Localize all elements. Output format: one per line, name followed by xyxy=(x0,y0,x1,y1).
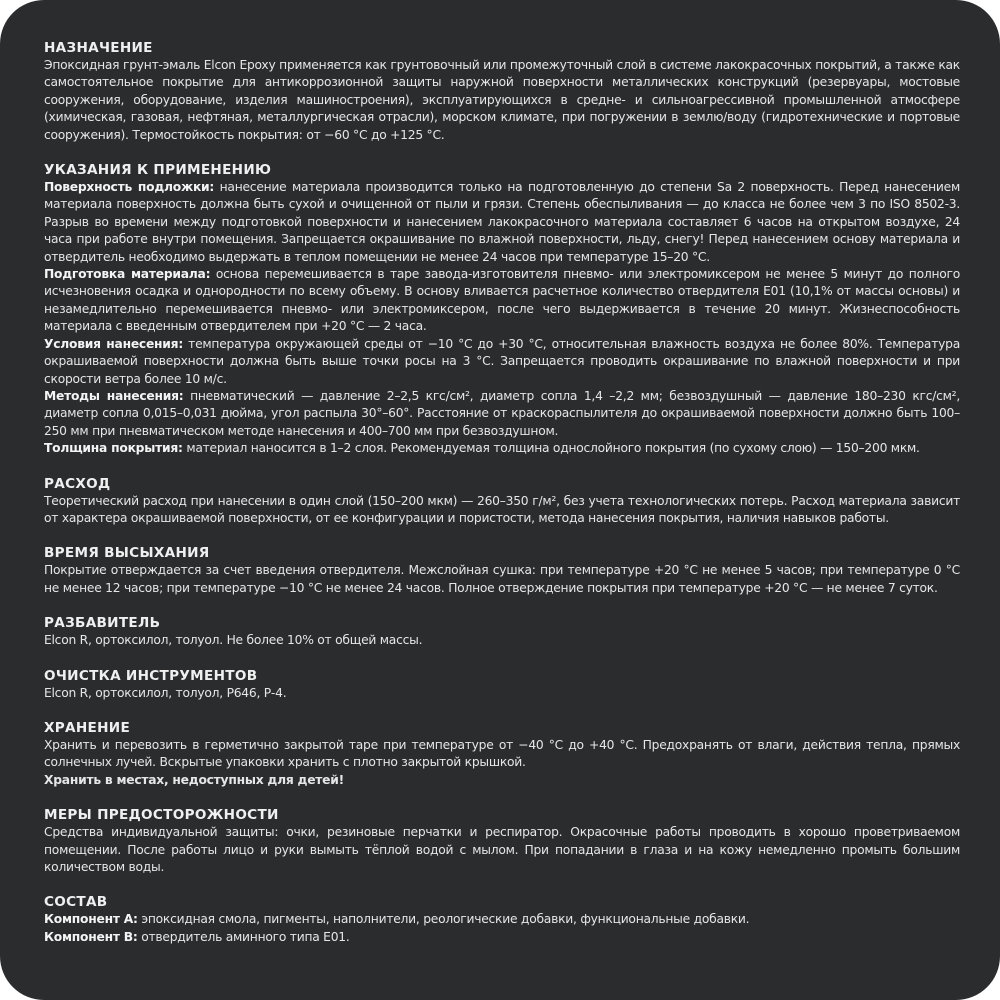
application-item xyxy=(44,388,960,440)
item-label: Толщина покрытия: xyxy=(44,441,183,456)
section-text: Средства индивидуальной защиты: очки, резиновые перчатки и респиратор. Окрасочные работы проводить в хорошо проветриваемом помещении. После работы лицо и руки вымыть тёплой водой с мылом. При попадании в глаза и на кожу немедленно промыть большим количеством воды. xyxy=(44,825,960,874)
section-text: Elcon R, ортоксилол, толуол. Не более 10% от общей массы. xyxy=(44,633,423,648)
section-heading: ВРЕМЯ ВЫСЫХАНИЯ xyxy=(44,545,210,562)
section-cleaning xyxy=(44,668,960,702)
application-item xyxy=(44,336,960,388)
section-heading: УКАЗАНИЯ К ПРИМЕНЕНИЮ xyxy=(44,162,272,179)
item-label: Подготовка материала: xyxy=(44,267,211,282)
item-text: нанесение материала производится только на подготовленную до степени Sa 2 поверхность. Перед нанесением материала поверхность должна быть сухой и очищенной от пыли и грязи. Степень обеспыливания — до класса не более чем 3 по ISO 8502-3. Разрыв во времени между подготовкой поверхности и нанесением лакокрасочного материала составляет 6 часов на открытом воздухе, 24 часа при работе внутри помещения. Запрещается окрашивание по влажной поверхности, льду, снегу! Перед нанесением основу материала и отвердитель необходимо выдержать в теплом помещении не менее 24 часов при температуре 15–20 °С. xyxy=(44,180,960,264)
section-text: Теоретический расход при нанесении в один слой (150–200 мкм) — 260–350 г/м², без учета технологических потерь. Расход материала зависит от характера окрашиваемой поверхности, от ее конфигурации и пористости, метода нанесения покрытия, наличия навыков работы. xyxy=(44,493,960,525)
section-storage xyxy=(44,720,960,789)
section-text: Эпоксидная грунт-эмаль Elcon Epoxy применяется как грунтовочный или промежуточный слой в системе лакокрасочных покрытий, а также как самостоятельное покрытие для антикоррозионной защиты наружной поверхности металлических конструкций (резервуары, мостовые сооружения, оборудование, изделия машиностроения), эксплуатирующихся в средне- и сильноагрессивной промышленной атмосфере (химическая, газовая, нефтяная, металлургическая отрасли), морском климате, при погружении в землю/воду (гидротехнические и портовые сооружения). Термостойкость покрытия: от −60 °С до +125 °С. xyxy=(44,58,960,142)
section-text: Покрытие отверждается за счет введения отвердителя. Межслойная сушка: при температуре +20 °С не менее 5 часов; при температуре 0 °С не менее 12 часов; при температуре −10 °С не менее 24 часов. Полное отверждение покрытия при температуре +20 °С — не менее 7 суток. xyxy=(44,563,960,595)
section-composition xyxy=(44,894,960,946)
item-text: отвердитель аминного типа Е01. xyxy=(137,929,350,944)
application-item xyxy=(44,440,960,457)
section-application xyxy=(44,162,960,458)
item-text: основа перемешивается в таре завода-изготовителя пневмо- или электромиксером не менее 5 минут до полного исчезновения осадка и однородности по всему объему. В основу вливается расчетное количество отвердителя Е01 (10,1% от массы основы) и незамедлительно перемешивается пневмо- или электромиксером, после чего выдерживается в течение 20 минут. Жизнеспособность материала с введенным отвердителем при +20 °С — 2 часа. xyxy=(44,267,960,334)
section-heading: СОСТАВ xyxy=(44,894,108,911)
item-text: материал наносится в 1–2 слоя. Рекомендуемая толщина однослойного покрытия (по сухому слою) — 150–200 мкм. xyxy=(182,441,920,456)
item-text: пневматический — давление 2–2,5 кгс/см², диаметр сопла 1,4 –2,2 мм; безвоздушный — давление 180–230 кгс/см², диаметр сопла 0,015–0,031 дюйма, угол распыла 30°–60°. Расстояние от краскораспылителя до окрашиваемой поверхности должно быть 100–250 мм при пневматическом методе нанесения и 400–700 мм при безвоздушном. xyxy=(44,388,960,438)
section-heading: МЕРЫ ПРЕДОСТОРОЖНОСТИ xyxy=(44,807,279,824)
section-heading: РАСХОД xyxy=(44,475,111,492)
section-heading: ОЧИСТКА ИНСТРУМЕНТОВ xyxy=(44,667,258,684)
section-consumption xyxy=(44,476,960,528)
section-text: Elcon R, ортоксилол, толуол, Р646, Р-4. xyxy=(44,685,287,700)
section-heading: РАЗБАВИТЕЛЬ xyxy=(44,615,161,632)
item-label: Методы нанесения: xyxy=(44,388,184,403)
composition-item xyxy=(44,911,960,928)
section-heading: ХРАНЕНИЕ xyxy=(44,719,131,736)
storage-warning: Хранить в местах, недоступных для детей! xyxy=(44,772,344,787)
application-item xyxy=(44,179,960,266)
section-heading: НАЗНАЧЕНИЕ xyxy=(44,40,153,56)
section-thinner xyxy=(44,615,960,649)
section-purpose xyxy=(44,40,960,144)
item-label: Компонент А: xyxy=(44,912,138,927)
composition-item xyxy=(44,929,960,946)
section-drying xyxy=(44,545,960,597)
item-label: Компонент В: xyxy=(44,929,138,944)
section-precautions xyxy=(44,807,960,876)
section-text: Хранить и перевозить в герметично закрытой таре при температуре от −40 °С до +40 °С. Предохранять от влаги, действия тепла, прямых солнечных лучей. Вскрытые упаковки хранить с плотно закрытой крышкой. xyxy=(44,737,960,770)
item-label: Поверхность подложки: xyxy=(44,180,215,195)
item-text: эпоксидная смола, пигменты, наполнители, реологические добавки, функциональные добавки. xyxy=(137,912,750,927)
item-label: Условия нанесения: xyxy=(44,336,183,351)
item-text: температура окружающей среды от −10 °С до +30 °С, относительная влажность воздуха не более 80%. Температура окрашиваемой поверхности должна быть выше точки росы на 3 °С. Запрещается проводить окрашивание по влажной поверхности и при скорости ветра более 10 м/с. xyxy=(44,336,960,386)
application-item xyxy=(44,266,960,336)
